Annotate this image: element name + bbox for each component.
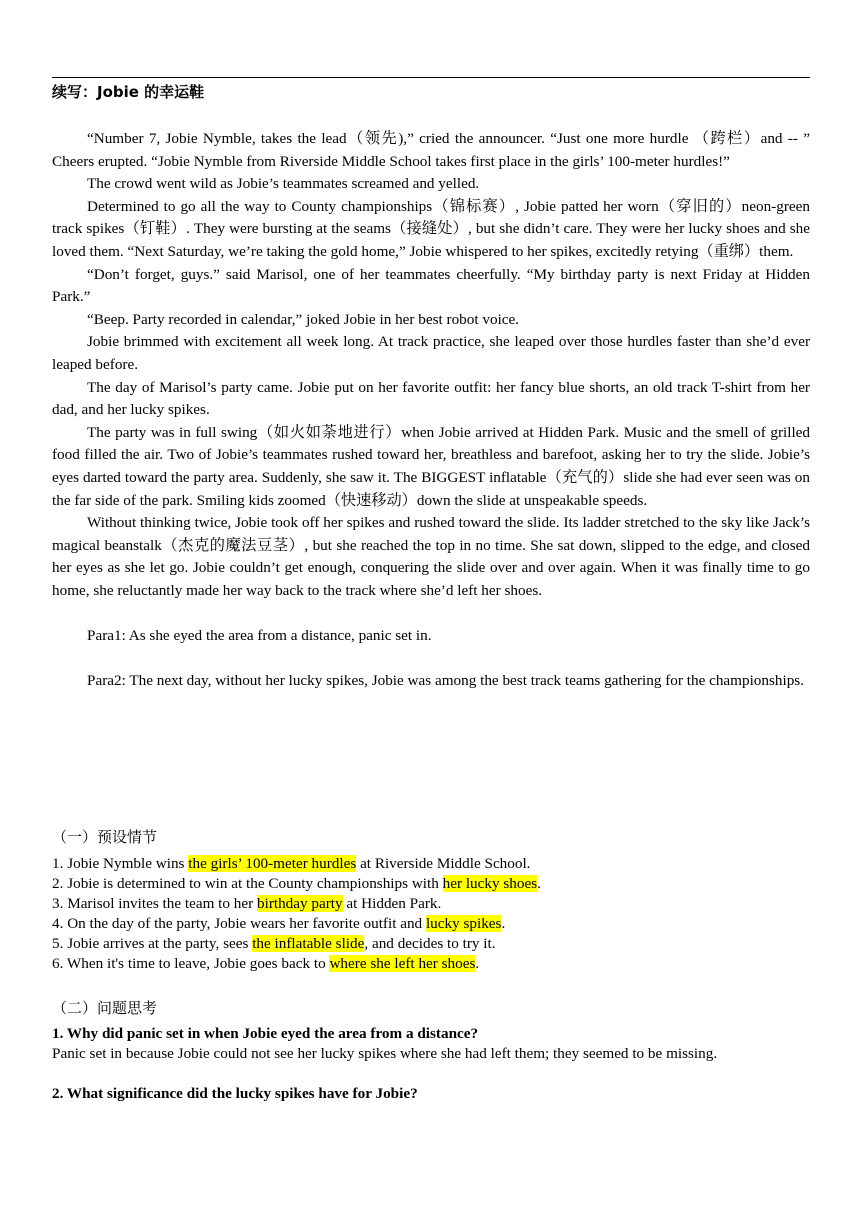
plot-list	[52, 854, 541, 973]
highlight: birthday party	[257, 894, 343, 912]
highlight: her lucky shoes	[442, 874, 538, 892]
highlight: lucky spikes	[425, 914, 502, 932]
question-block	[52, 1024, 810, 1104]
story-paragraph: The crowd went wild as Jobie’s teammates screamed and yelled.	[87, 175, 480, 193]
story-paragraph: “Beep. Party recorded in calendar,” joked Jobie in her best robot voice.	[87, 310, 520, 328]
section-heading-plot: （一）预设情节	[52, 828, 158, 846]
story-paragraph: The day of Marisol’s party came. Jobie put on her favorite outfit: her fancy blue shorts, an old track T-shirt from her dad, and her lucky spikes.	[52, 378, 810, 419]
list-item: 1. Jobie Nymble wins the girls’ 100-meter hurdles at Riverside Middle School.	[52, 855, 531, 872]
highlight: the inflatable slide	[252, 934, 365, 952]
list-item: 2. Jobie is determined to win at the County championships with her lucky shoes.	[52, 874, 541, 892]
story-paragraph: “Number 7, Jobie Nymble, takes the lead（领先),” cried the announcer. “Just one more hurdle （跨栏）and -- ” Cheers erupted. “Jobie Nymble from Riverside Middle School takes first place in the girls’ 100-meter hurdles!”	[52, 130, 810, 170]
highlight: where she left her shoes	[329, 954, 476, 972]
story-paragraph: Determined to go all the way to County championships（锦标赛）, Jobie patted her worn（穿旧的）neon-green track spikes（钉鞋）. They were bursting at the seams（接缝处）, but she didn’t care. They were her lucky shoes and she loved them. “Next Saturday, we’re taking the gold home,” Jobie whispered to her spikes, excitedly retying（重绑）them.	[52, 197, 810, 260]
story-paragraph: Jobie brimmed with excitement all week long. At track practice, she leaped over those hurdles faster than she’d ever leaped before.	[52, 333, 810, 373]
story-paragraph: The party was in full swing（如火如荼地进行）when Jobie arrived at Hidden Park. Music and the smell of grilled food filled the air. Two of Jobie’s teammates rushed toward her, breathless and barefoot, asking her to try the slide. Jobie’s eyes darted toward the party area. Suddenly, she saw it. The BIGGEST inflatable（充气的）slide she had ever seen was on the far side of the park. Smiling kids zoomed（快速移动）down the slide at unspeakable speeds.	[52, 423, 810, 509]
answer-1: Panic set in because Jobie could not see her lucky spikes where she had left them; they seemed to be missing.	[52, 1045, 718, 1062]
para1-prompt: Para1: As she eyed the area from a distance, panic set in.	[87, 627, 432, 645]
story-paragraph: Without thinking twice, Jobie took off her spikes and rushed toward the slide. Its ladder stretched to the sky like Jack’s magical beanstalk（杰克的魔法豆茎）, but she reached the top in no time. She sat down, slipped to the edge, and closed her eyes as she let go. Jobie couldn’t get enough, conquering the slide over and over again. When it was finally time to go home, she reluctantly made her way back to the track where she’d left her shoes.	[52, 514, 810, 599]
question-1: 1. Why did panic set in when Jobie eyed the area from a distance?	[52, 1025, 479, 1042]
list-item: 5. Jobie arrives at the party, sees the inflatable slide, and decides to try it.	[52, 934, 496, 952]
para2-prompt: Para2: The next day, without her lucky spikes, Jobie was among the best track teams gathering for the championships.	[87, 672, 805, 690]
list-item: 3. Marisol invites the team to her birthday party at Hidden Park.	[52, 894, 442, 912]
section-heading-questions: （二）问题思考	[52, 999, 158, 1017]
list-item: 6. When it's time to leave, Jobie goes back to where she left her shoes.	[52, 954, 480, 972]
question-2: 2. What significance did the lucky spikes have for Jobie?	[52, 1085, 418, 1102]
story-paragraph: “Don’t forget, guys.” said Marisol, one of her teammates cheerfully. “My birthday party is next Friday at Hidden Park.”	[52, 265, 810, 306]
document-title: 续写：Jobie 的幸运鞋	[52, 83, 205, 101]
story-text	[52, 128, 810, 693]
highlight: the girls’ 100-meter hurdles	[188, 855, 357, 872]
header-rule	[52, 77, 810, 78]
list-item: 4. On the day of the party, Jobie wears her favorite outfit and lucky spikes.	[52, 914, 506, 932]
